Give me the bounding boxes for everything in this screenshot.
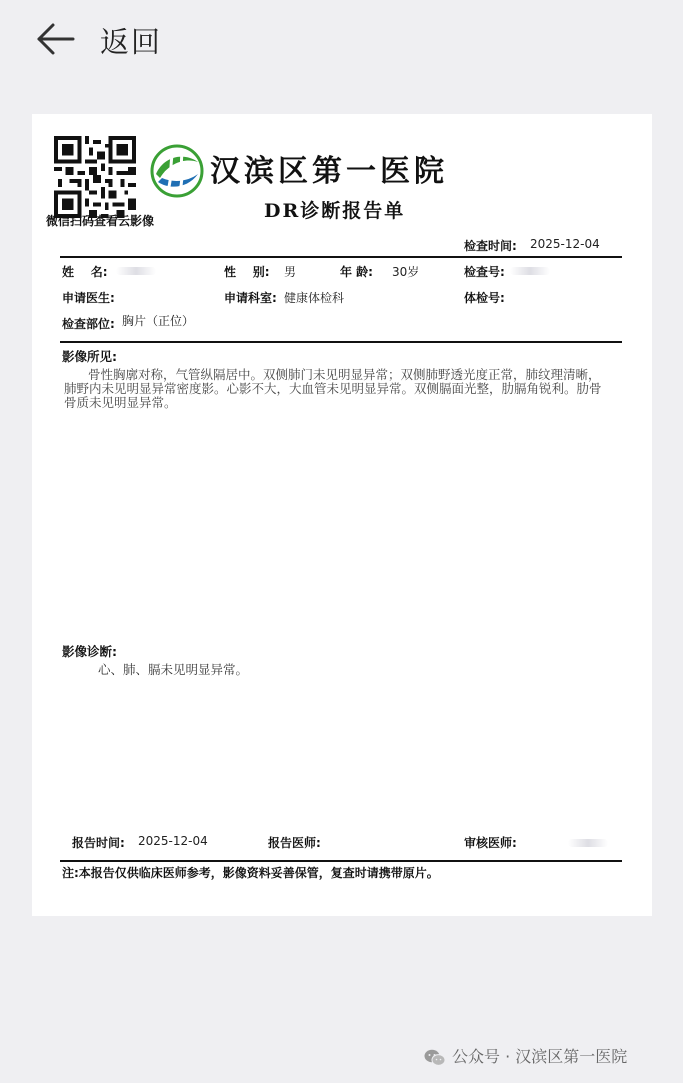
- requesting-doctor-label: 申请医生:: [62, 291, 115, 305]
- exam-time-label: 检查时间:: [464, 239, 517, 253]
- hospital-name: 汉滨区第一医院: [210, 154, 448, 189]
- age-label: 年 龄:: [340, 265, 373, 279]
- qr-code-icon: [54, 136, 136, 218]
- diagnosis-title: 影像诊断:: [62, 644, 117, 659]
- report-time-label: 报告时间:: [72, 836, 125, 850]
- findings-text: 骨性胸廓对称，气管纵隔居中。双侧肺门未见明显异常；双侧肺野透光度正常，肺纹理清晰，肺野内未见明显异常密度影。心影不大，大血管未见明显异常。双侧膈面光整，肋膈角锐利。肋骨骨质未见明显异常。: [64, 367, 602, 410]
- exam-number-redacted: [510, 267, 550, 275]
- review-doctor-redacted: [568, 839, 608, 847]
- hospital-logo-icon: [150, 144, 204, 198]
- report-time-value: 2025-12-04: [138, 834, 208, 848]
- gender-value: 男: [284, 265, 297, 279]
- back-arrow-icon[interactable]: [36, 22, 76, 56]
- exam-number-label: 检查号:: [464, 265, 505, 279]
- physical-exam-number-label: 体检号:: [464, 291, 505, 305]
- report-doctor-label: 报告医师:: [268, 836, 321, 850]
- exam-part-label: 检查部位:: [62, 317, 115, 331]
- gender-label: 性 别:: [224, 265, 270, 279]
- findings-title: 影像所见:: [62, 349, 117, 364]
- official-account-watermark: [424, 1044, 627, 1067]
- patient-name-label: 姓 名:: [62, 265, 108, 279]
- requesting-dept-label: 申请科室:: [224, 291, 277, 305]
- exam-part-value: 胸片（正位）: [122, 314, 195, 328]
- exam-time-value: 2025-12-04: [530, 237, 600, 251]
- report-title: DR诊断报告单: [264, 200, 406, 222]
- report-document: [32, 114, 652, 916]
- report-note: 注:本报告仅供临床医师参考，影像资料妥善保管，复查时请携带原片。: [62, 866, 439, 880]
- age-value: 30岁: [392, 265, 420, 279]
- watermark-text: 公众号 · 汉滨区第一医院: [452, 1047, 628, 1066]
- review-doctor-label: 审核医师:: [464, 836, 517, 850]
- patient-name-redacted: [116, 267, 156, 275]
- back-button[interactable]: 返回: [100, 25, 163, 59]
- header-rule: [60, 256, 622, 258]
- diagnosis-text: 心、肺、膈未见明显异常。: [98, 662, 249, 677]
- footer-rule: [60, 860, 622, 862]
- qr-caption: 微信扫码查看云影像: [46, 214, 155, 228]
- fields-rule: [60, 341, 622, 343]
- top-bar: [0, 0, 683, 78]
- requesting-dept-value: 健康体检科: [284, 291, 345, 305]
- wechat-icon: [424, 1049, 446, 1067]
